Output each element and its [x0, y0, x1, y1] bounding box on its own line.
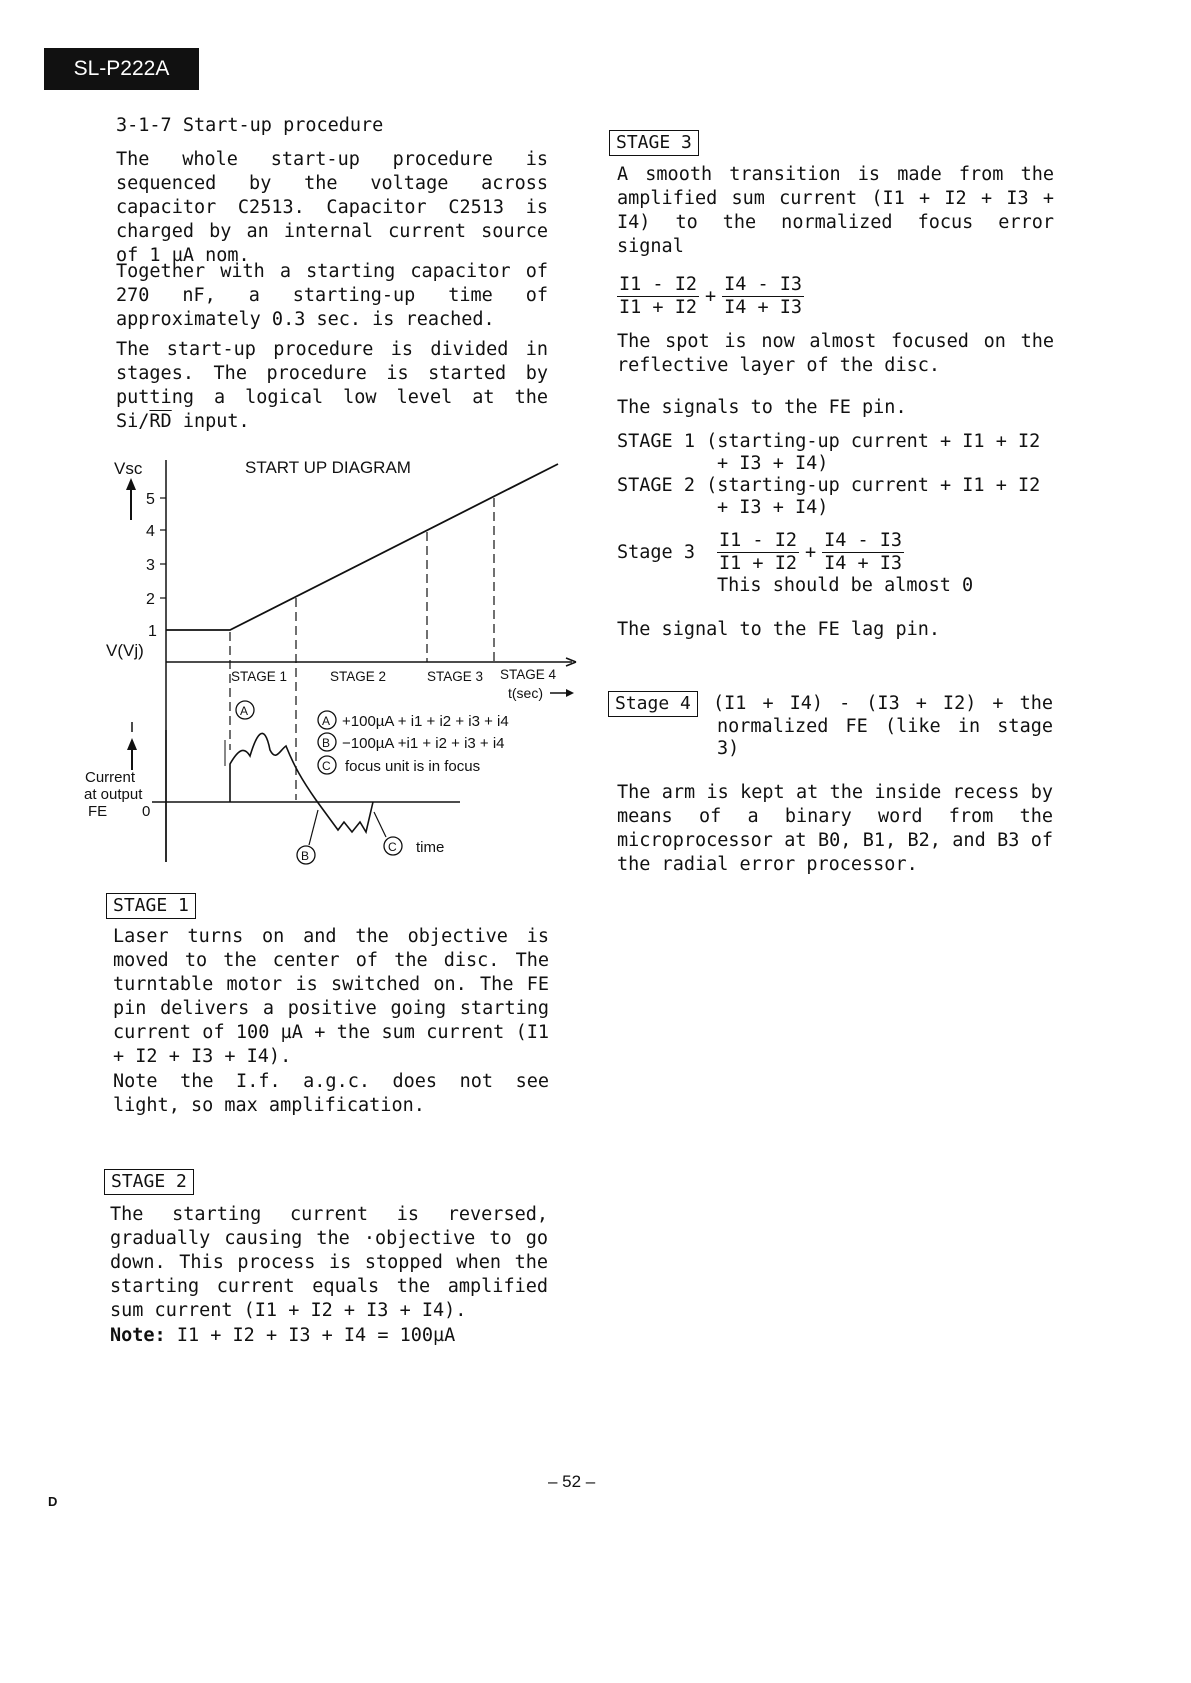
legend-c-text: focus unit is in focus: [345, 758, 481, 775]
signal-stage-1-cont: + I3 + I4): [717, 453, 829, 474]
y-label-vsc: Vsc: [114, 459, 143, 478]
current-arrow-head: [127, 738, 137, 750]
text-line: Laser turns on and the objective is: [113, 926, 549, 947]
tick-5: 5: [146, 491, 155, 508]
signal-stage-1: [617, 430, 1040, 454]
text-line: Together with a starting capacitor of: [116, 261, 548, 282]
fraction-1: [717, 530, 799, 575]
stage-4-line-1: (I1 + I4) - (I3 + I2) + the: [713, 693, 1053, 714]
numerator: I1 - I2: [619, 274, 697, 295]
intro-paragraph-1: [116, 148, 548, 268]
marker-c-pointer: [374, 812, 386, 837]
current-label-1: Current: [85, 769, 136, 786]
vsc-arrow-head: [126, 478, 136, 490]
corner-mark: D: [48, 1494, 58, 1509]
stage-label-4: STAGE 4: [500, 667, 557, 682]
stage-2-label: STAGE 2: [104, 1169, 194, 1195]
text-line: The arm is kept at the inside recess by: [617, 782, 1053, 803]
input-suffix: input.: [171, 411, 250, 432]
x-axis-label: t(sec): [508, 685, 543, 701]
fraction-2: [822, 530, 904, 575]
current-label-3: FE: [88, 803, 108, 820]
text-line: moved to the center of the disc. The: [113, 950, 549, 971]
text-line: capacitor C2513. Capacitor C2513 is: [116, 197, 548, 218]
stage-1-paragraph: [113, 925, 549, 1069]
tick-3: 3: [146, 557, 155, 574]
text-line: A smooth transition is made from the: [617, 164, 1054, 185]
text-line: [116, 410, 548, 434]
signal-stage-3-formula: [717, 530, 904, 575]
text-line: The whole start-up procedure is: [116, 149, 548, 170]
section-title: 3-1-7 Start-up procedure: [116, 115, 384, 136]
marker-b: B: [301, 849, 310, 863]
signal-stage-3-label: Stage 3: [617, 542, 695, 563]
signal-stage-2-text: (starting-up current + I1 + I2: [706, 475, 1041, 496]
page-number: – 52 –: [548, 1472, 596, 1491]
signal-stage-2-cont: + I3 + I4): [717, 497, 829, 518]
text-line: The start-up procedure is divided in: [116, 339, 548, 360]
legend-c-marker: C: [322, 759, 331, 773]
stage-1-note: [113, 1070, 549, 1118]
legend-b-text: −100µA +i1 + i2 + i3 + i4: [342, 735, 505, 752]
spot-paragraph: [617, 330, 1054, 378]
stage-2-note: [110, 1324, 455, 1348]
numerator: I4 - I3: [824, 530, 903, 551]
stage-4-line-2: normalized FE (like in stage: [717, 716, 1053, 737]
text-line: I4) to the normalized focus error: [617, 212, 1054, 233]
marker-b-pointer: [309, 810, 318, 845]
t-arrow-head: [566, 689, 574, 697]
stage-3-paragraph: [617, 163, 1054, 259]
text-line: the radial error processor.: [617, 854, 918, 875]
current-label-2: at output: [84, 786, 143, 803]
signal-stage-2-label: STAGE 2: [617, 475, 695, 496]
numerator: I4 - I3: [724, 274, 803, 295]
text-line: pin delivers a positive going starting: [113, 998, 549, 1019]
start-up-diagram: [80, 450, 580, 880]
note-label: Note:: [110, 1325, 166, 1346]
text-line: putting a logical low level at the: [116, 387, 548, 408]
intro-paragraph-3: [116, 338, 548, 434]
lag-line: The signal to the FE lag pin.: [617, 619, 941, 640]
voltage-ramp: [166, 464, 558, 630]
zero-label: 0: [142, 803, 151, 820]
legend-b-marker: B: [322, 736, 331, 750]
text-line: amplified sum current (I1 + I2 + I3 +: [617, 188, 1054, 209]
signal-stage-1-label: STAGE 1: [617, 431, 695, 452]
tick-2: 2: [146, 591, 155, 608]
text-line: signal: [617, 236, 684, 257]
tick-4: 4: [146, 523, 155, 540]
legend-a-text: +100µA + i1 + i2 + i3 + i4: [342, 713, 509, 730]
text-line: of 1 µA nom.: [116, 245, 250, 266]
stage-2-paragraph: [110, 1203, 548, 1323]
text-line: means of a binary word from the: [617, 806, 1053, 827]
plus-sign: +: [704, 285, 717, 307]
stage-label-1: STAGE 1: [231, 669, 288, 684]
arm-paragraph: [617, 781, 1053, 877]
stage-4-label: Stage 4: [608, 691, 698, 717]
text-line: charged by an internal current source: [116, 221, 548, 242]
text-line: microprocessor at B0, B1, B2, and B3 of: [617, 830, 1053, 851]
signal-stage-2: [617, 474, 1040, 498]
fraction-2: [722, 274, 804, 319]
signal-stage-3-note: This should be almost 0: [717, 575, 974, 596]
denominator: I4 + I3: [824, 553, 903, 574]
legend-a-marker: A: [322, 714, 331, 728]
stage-3-label: STAGE 3: [609, 130, 699, 156]
text-line: gradually causing the ·objective to go: [110, 1228, 548, 1249]
stage-4-line-3: 3): [717, 738, 740, 759]
signal-stage-1-text: (starting-up current + I1 + I2: [706, 431, 1041, 452]
intro-paragraph-2: [116, 260, 548, 332]
text-line: starting current equals the amplified: [110, 1276, 548, 1297]
text-line: Note the I.f. a.g.c. does not see: [113, 1071, 549, 1092]
text-line: The starting current is reversed,: [110, 1204, 548, 1225]
note-text: I1 + I2 + I3 + I4 = 100µA: [176, 1325, 456, 1346]
text-line: sequenced by the voltage across: [116, 173, 548, 194]
text-line: approximately 0.3 sec. is reached.: [116, 309, 495, 330]
stage-3-formula: [617, 274, 804, 319]
text-line: The spot is now almost focused on the: [617, 331, 1054, 352]
text-line: turntable motor is switched on. The FE: [113, 974, 549, 995]
rd-overline: $\overline{RD}$: [149, 411, 172, 432]
stage-label-3: STAGE 3: [427, 669, 484, 684]
denominator: I4 + I3: [724, 297, 803, 318]
y-ticks: [146, 491, 166, 640]
denominator: I1 + I2: [719, 553, 797, 574]
tick-1: 1: [148, 623, 157, 640]
y-label-vj: V(Vj): [106, 641, 144, 660]
text-line: light, so max amplification.: [113, 1095, 425, 1116]
marker-a: A: [240, 704, 249, 718]
marker-c: C: [388, 840, 397, 854]
text-line: reflective layer of the disc.: [617, 355, 941, 376]
text-line: down. This process is stopped when the: [110, 1252, 548, 1273]
model-badge: [44, 48, 199, 90]
model-label: SL-P222A: [73, 57, 170, 80]
diagram-legend: [318, 711, 509, 775]
text-line: sum current (I1 + I2 + I3 + I4).: [110, 1300, 467, 1321]
text-line: + I2 + I3 + I4).: [113, 1046, 292, 1067]
stage-1-label: STAGE 1: [106, 893, 196, 919]
denominator: I1 + I2: [619, 297, 697, 318]
time-label: time: [416, 839, 445, 856]
text-line: stages. The procedure is started by: [116, 363, 548, 384]
text-line: current of 100 µA + the sum current (I1: [113, 1022, 549, 1043]
numerator: I1 - I2: [719, 530, 797, 551]
fraction-1: [617, 274, 699, 319]
si-prefix: Si/: [116, 411, 150, 432]
stage-label-2: STAGE 2: [330, 669, 387, 684]
plus-sign: +: [804, 541, 817, 563]
diagram-title: START UP DIAGRAM: [245, 458, 411, 477]
text-line: 270 nF, a starting-up time of: [116, 285, 548, 306]
signals-title: The signals to the FE pin.: [617, 397, 907, 418]
